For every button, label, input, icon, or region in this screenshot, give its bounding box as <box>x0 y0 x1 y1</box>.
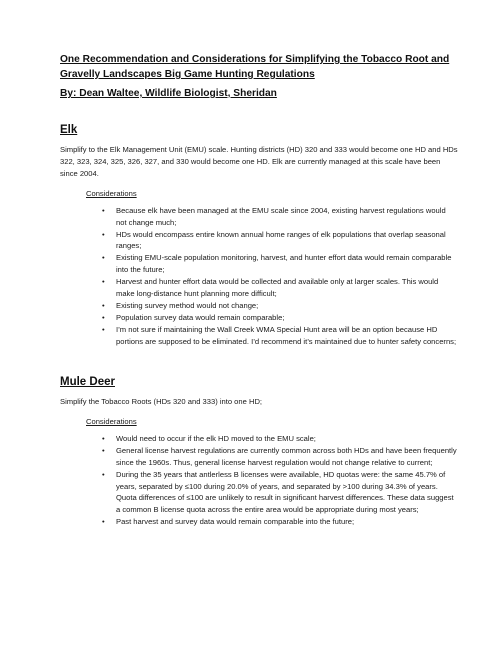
document-title: One Recommendation and Considerations for Simplifying the Tobacco Root and Gravelly Landscapes Big Game Hunting Regulations <box>60 54 450 80</box>
bullet-icon: • <box>102 446 105 456</box>
list-item: • Harvest and hunter effort data would be collected and available only at larger scales. This would make long-distance hunt planning more difficult; <box>102 277 439 298</box>
list-item: • General license harvest regulations are currently common across both HDs and have been frequently since the 1960s. Thus, general license harvest regulation would not change relative to current; <box>102 446 457 467</box>
bullet-icon: • <box>102 229 105 239</box>
elk-section <box>60 123 458 347</box>
list-item: • Population survey data would remain comparable; <box>102 312 285 322</box>
elk-considerations-list <box>60 205 458 347</box>
list-item: • Past harvest and survey data would remain comparable into the future; <box>102 516 355 526</box>
list-item: • During the 35 years that antlerless B licenses were available, HD quotas were: the same 45.7% of years, separated by ≤100 during 20.0% of years, and separated by >100 during 34.3% of years. Quota differences of ≤100 are unlikely to result in significant harvest differences. These data suggest a common B license quota across the entire area would be appropriate during most years; <box>102 469 454 514</box>
list-item: • I’m not sure if maintaining the Wall Creek WMA Special Hunt area will be an option because HD portions are supposed to be eliminated. I’d recommend it’s maintained due to hunter safety concerns; <box>102 324 457 346</box>
elk-considerations-label: Considerations <box>86 189 137 198</box>
list-item: • HDs would encompass entire known annual home ranges of elk populations that overlap seasonal ranges; <box>102 229 446 251</box>
mule-deer-considerations-list <box>60 433 458 527</box>
list-item: • Because elk have been managed at the EMU scale since 2004, existing harvest regulations would not change much; <box>102 206 446 227</box>
mule-deer-heading: Mule Deer <box>60 376 115 389</box>
list-item: • Existing survey method would not change; <box>102 300 259 310</box>
mule-deer-intro: Simplify the Tobacco Roots (HDs 320 and 333) into one HD; <box>60 397 263 407</box>
bullet-icon: • <box>102 516 105 526</box>
bullet-icon: • <box>102 324 105 334</box>
bullet-icon: • <box>102 434 105 444</box>
bullet-icon: • <box>102 469 105 479</box>
bullet-icon: • <box>102 277 105 287</box>
list-item: • Would need to occur if the elk HD moved to the EMU scale; <box>102 434 316 444</box>
mule-deer-section <box>60 375 458 527</box>
bullet-icon: • <box>102 206 105 215</box>
elk-heading: Elk <box>60 124 78 136</box>
elk-intro: Simplify to the Elk Management Unit (EMU) scale. Hunting districts (HD) 320 and 333 would become one HD and HDs 322, 323, 324, 325, 326, 327, and 330 would become one HD. Elk are currently managed at this scale have been since 2004. <box>60 145 458 178</box>
mule-deer-considerations-label: Considerations <box>86 417 137 427</box>
bullet-icon: • <box>102 253 105 263</box>
bullet-icon: • <box>102 300 105 310</box>
list-item: • Existing EMU-scale population monitoring, harvest, and hunter effort data would remain comparable into the future; <box>102 253 452 274</box>
author-byline: By: Dean Waltee, Wildlife Biologist, Sheridan <box>60 88 277 99</box>
bullet-icon: • <box>102 312 105 322</box>
